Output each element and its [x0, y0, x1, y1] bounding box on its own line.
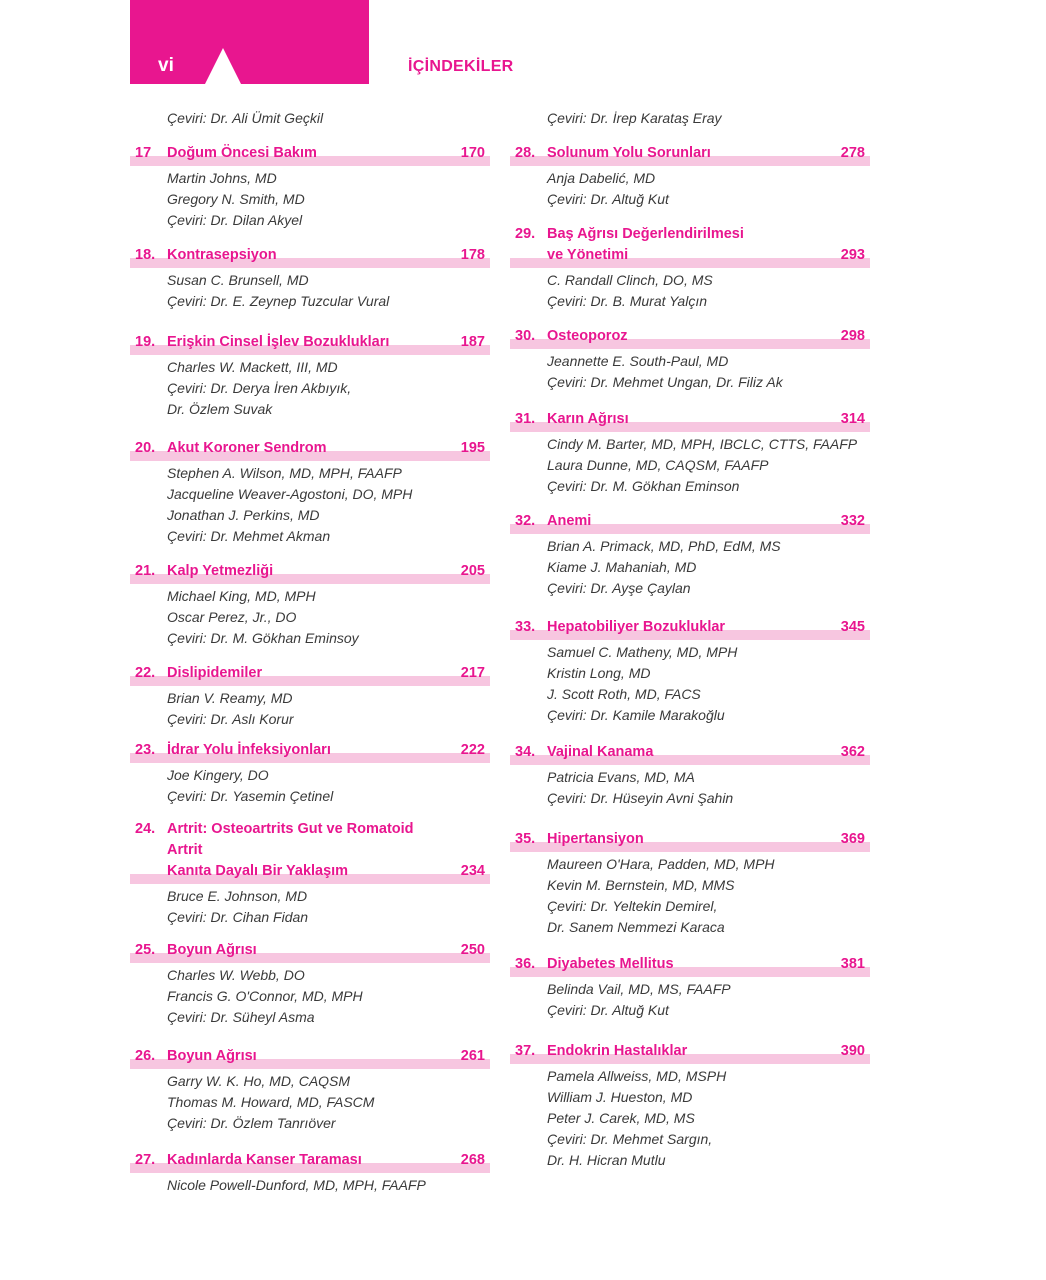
author-list	[130, 765, 490, 807]
chapter-number: 19.	[135, 334, 156, 350]
author-name: Çeviri: Dr. B. Murat Yalçın	[547, 293, 708, 309]
author-name: Peter J. Carek, MD, MS	[547, 1110, 695, 1126]
chapter-number: 36.	[515, 956, 536, 972]
chapter-heading[interactable]	[130, 940, 490, 961]
chapter-page-number: 170	[460, 145, 485, 161]
author-name: Çeviri: Dr. E. Zeynep Tuzcular Vural	[167, 293, 390, 309]
author-name: Thomas M. Howard, MD, FASCM	[167, 1094, 375, 1110]
author-name: Çeviri: Dr. Altuğ Kut	[547, 191, 669, 207]
chapter-heading[interactable]	[510, 742, 870, 763]
section-title: İÇİNDEKİLER	[408, 58, 514, 75]
author-name: Nicole Powell-Dunford, MD, MPH, FAAFP	[167, 1177, 426, 1193]
chapter-heading[interactable]	[510, 224, 870, 266]
author-list	[130, 270, 490, 312]
chapter-page-number: 205	[460, 563, 485, 579]
toc-entry[interactable]	[130, 143, 490, 231]
author-name: Oscar Perez, Jr., DO	[167, 609, 297, 625]
toc-entry[interactable]	[130, 245, 490, 312]
author-name: Jonathan J. Perkins, MD	[167, 507, 320, 523]
author-name: Çeviri: Dr. Hüseyin Avni Şahin	[547, 790, 734, 806]
chapter-page-number: 195	[460, 440, 485, 456]
author-name: Stephen A. Wilson, MD, MPH, FAAFP	[167, 465, 402, 481]
author-name: Çeviri: Dr. Dilan Akyel	[167, 212, 303, 228]
chapter-page-number: 178	[460, 247, 485, 263]
chapter-heading[interactable]	[130, 740, 490, 761]
author-list	[510, 854, 870, 938]
chapter-heading[interactable]	[510, 954, 870, 975]
chapter-title-line: Endokrin Hastalıklar	[547, 1043, 688, 1059]
toc-entry[interactable]	[510, 742, 870, 809]
chapter-page-number: 187	[460, 334, 485, 350]
author-name: Çeviri: Dr. Mehmet Sargın,	[547, 1131, 713, 1147]
author-name: Kevin M. Bernstein, MD, MMS	[547, 877, 735, 893]
toc-entry[interactable]	[130, 561, 490, 649]
author-list	[510, 1066, 870, 1171]
chapter-heading[interactable]	[130, 245, 490, 266]
chapter-heading[interactable]	[510, 829, 870, 850]
chapter-title-line: Artrit	[167, 842, 203, 858]
author-name: Jacqueline Weaver-Agostoni, DO, MPH	[167, 486, 413, 502]
chapter-page-number: 250	[460, 942, 485, 958]
author-list	[510, 642, 870, 726]
chapter-number: 21.	[135, 563, 156, 579]
author-name: Çeviri: Dr. Özlem Tanrıöver	[167, 1115, 336, 1131]
chapter-title-line: Karın Ağrısı	[547, 411, 629, 427]
author-name: Çeviri: Dr. Mehmet Ungan, Dr. Filiz Ak	[547, 374, 783, 390]
chapter-page-number: 293	[840, 247, 865, 263]
chapter-page-number: 314	[840, 411, 865, 427]
author-name: Pamela Allweiss, MD, MSPH	[547, 1068, 727, 1084]
author-name: Çeviri: Dr. Derya İren Akbıyık,	[167, 380, 352, 396]
toc-entry[interactable]	[510, 829, 870, 938]
author-list	[130, 1071, 490, 1134]
author-name: Çeviri: Dr. Aslı Korur	[167, 711, 294, 727]
chapter-page-number: 268	[460, 1152, 485, 1168]
chapter-title-line: Osteoporoz	[547, 328, 628, 344]
chapter-heading[interactable]	[130, 819, 490, 882]
chapter-heading[interactable]	[510, 409, 870, 430]
author-name: Patricia Evans, MD, MA	[547, 769, 695, 785]
chapter-number: 24.	[135, 821, 156, 837]
author-name: Anja Dabelić, MD	[547, 170, 656, 186]
author-name: Çeviri: Dr. Yasemin Çetinel	[167, 788, 334, 804]
chapter-heading[interactable]	[510, 326, 870, 347]
author-name: Çeviri: Dr. Cihan Fidan	[167, 909, 309, 925]
author-name: Gregory N. Smith, MD	[167, 191, 305, 207]
author-name: Çeviri: Dr. Yeltekin Demirel,	[547, 898, 718, 914]
author-list	[130, 463, 490, 547]
author-list	[130, 168, 490, 231]
chapter-title-line: Kontrasepsiyon	[167, 247, 277, 263]
author-name: William J. Hueston, MD	[547, 1089, 693, 1105]
author-name: Çeviri: Dr. M. Gökhan Eminsoy	[167, 630, 359, 646]
toc-entry[interactable]	[510, 326, 870, 393]
author-name: Jeannette E. South-Paul, MD	[547, 353, 729, 369]
chapter-title-line: Diyabetes Mellitus	[547, 956, 674, 972]
author-name: C. Randall Clinch, DO, MS	[547, 272, 713, 288]
author-name: Belinda Vail, MD, MS, FAAFP	[547, 981, 731, 997]
chapter-number: 34.	[515, 744, 536, 760]
author-name: Joe Kingery, DO	[167, 767, 269, 783]
toc-right-column	[510, 108, 870, 1171]
chapter-title-line: Kanıta Dayalı Bir Yaklaşım	[167, 863, 349, 879]
author-name: Michael King, MD, MPH	[167, 588, 316, 604]
chapter-title-line: Kadınlarda Kanser Taraması	[167, 1152, 362, 1168]
author-name: Çeviri: Dr. Kamile Marakoğlu	[547, 707, 725, 723]
author-list	[130, 357, 490, 420]
chapter-title-line: Boyun Ağrısı	[167, 1048, 257, 1064]
chapter-title-line: Erişkin Cinsel İşlev Bozuklukları	[167, 334, 390, 350]
toc-entry[interactable]	[510, 511, 870, 599]
author-name: Charles W. Mackett, III, MD	[167, 359, 338, 375]
lead-translator-list	[130, 108, 490, 129]
author-list	[130, 965, 490, 1028]
author-name: Çeviri: Dr. Mehmet Akman	[167, 528, 331, 544]
chapter-page-number: 362	[840, 744, 865, 760]
chapter-heading[interactable]	[130, 663, 490, 684]
author-name: Francis G. O'Connor, MD, MPH	[167, 988, 363, 1004]
chapter-number: 27.	[135, 1152, 156, 1168]
author-name: Dr. Özlem Suvak	[167, 401, 273, 417]
chapter-number: 18.	[135, 247, 156, 263]
chapter-number: 35.	[515, 831, 536, 847]
chapter-page-number: 298	[840, 328, 865, 344]
translator-name: Çeviri: Dr. İrep Karataş Eray	[547, 110, 722, 126]
chapter-title-line: Artrit: Osteoartrits Gut ve Romatoid	[167, 821, 414, 837]
author-list	[130, 886, 490, 928]
chapter-title-line: Solunum Yolu Sorunları	[547, 145, 711, 161]
author-list	[510, 767, 870, 809]
chapter-page-number: 222	[460, 742, 485, 758]
page-number: vi	[158, 55, 174, 76]
toc-entry[interactable]	[130, 1046, 490, 1134]
chapter-heading[interactable]	[510, 617, 870, 638]
author-name: Bruce E. Johnson, MD	[167, 888, 308, 904]
chapter-number: 17	[135, 145, 152, 161]
toc-entry[interactable]	[510, 617, 870, 726]
toc-entry[interactable]	[130, 332, 490, 420]
author-name: Maureen O'Hara, Padden, MD, MPH	[547, 856, 775, 872]
author-name: Çeviri: Dr. Altuğ Kut	[547, 1002, 669, 1018]
chapter-page-number: 369	[840, 831, 865, 847]
author-name: Laura Dunne, MD, CAQSM, FAAFP	[547, 457, 769, 473]
toc-entry[interactable]	[130, 438, 490, 547]
chapter-heading[interactable]	[510, 511, 870, 532]
toc-entry[interactable]	[510, 143, 870, 210]
chapter-heading[interactable]	[130, 332, 490, 353]
chapter-page-number: 381	[840, 956, 865, 972]
chapter-heading[interactable]	[510, 1041, 870, 1062]
chapter-page-number: 332	[840, 513, 865, 529]
chapter-heading[interactable]	[130, 1046, 490, 1067]
author-name: Kiame J. Mahaniah, MD	[547, 559, 697, 575]
chapter-title-line: Boyun Ağrısı	[167, 942, 257, 958]
author-list	[510, 168, 870, 210]
chapter-number: 37.	[515, 1043, 536, 1059]
author-name: Dr. H. Hicran Mutlu	[547, 1152, 666, 1168]
author-name: Kristin Long, MD	[547, 665, 651, 681]
author-name: Çeviri: Dr. M. Gökhan Eminson	[547, 478, 740, 494]
chapter-heading[interactable]	[130, 1150, 490, 1171]
author-list	[510, 270, 870, 312]
chapter-number: 26.	[135, 1048, 156, 1064]
chapter-heading[interactable]	[130, 561, 490, 582]
chapter-title-line: Baş Ağrısı Değerlendirilmesi	[547, 226, 744, 242]
chapter-page-number: 278	[840, 145, 865, 161]
chapter-number: 25.	[135, 942, 156, 958]
chapter-number: 28.	[515, 145, 536, 161]
chapter-number: 31.	[515, 411, 536, 427]
lead-translator-list	[510, 108, 870, 129]
chapter-title-line: Hepatobiliyer Bozukluklar	[547, 619, 726, 635]
chapter-heading[interactable]	[510, 143, 870, 164]
author-name: Cindy M. Barter, MD, MPH, IBCLC, CTTS, FAAFP	[547, 436, 858, 452]
author-name: Garry W. K. Ho, MD, CAQSM	[167, 1073, 351, 1089]
chapter-number: 33.	[515, 619, 536, 635]
toc-entry[interactable]	[510, 954, 870, 1021]
author-list	[130, 1175, 490, 1196]
chapter-number: 20.	[135, 440, 156, 456]
author-list	[130, 688, 490, 730]
chapter-title-line: ve Yönetimi	[547, 247, 629, 263]
toc-left-column	[130, 108, 490, 1196]
chapter-title-line: Akut Koroner Sendrom	[167, 440, 327, 456]
toc-entry[interactable]	[130, 1150, 490, 1196]
toc-entry[interactable]	[130, 940, 490, 1028]
author-name: Charles W. Webb, DO	[167, 967, 305, 983]
chapter-title-line: İdrar Yolu İnfeksiyonları	[167, 742, 331, 758]
author-list	[130, 586, 490, 649]
chapter-number: 23.	[135, 742, 156, 758]
author-name: Susan C. Brunsell, MD	[167, 272, 309, 288]
author-name: Brian A. Primack, MD, PhD, EdM, MS	[547, 538, 781, 554]
chapter-page-number: 345	[840, 619, 865, 635]
chapter-title-line: Anemi	[547, 513, 592, 529]
toc-entry[interactable]	[510, 409, 870, 497]
author-name: Çeviri: Dr. Ayşe Çaylan	[547, 580, 691, 596]
toc-entry[interactable]	[130, 740, 490, 807]
author-name: J. Scott Roth, MD, FACS	[547, 686, 701, 702]
toc-entry[interactable]	[510, 224, 870, 312]
chapter-number: 30.	[515, 328, 536, 344]
author-name: Brian V. Reamy, MD	[167, 690, 293, 706]
chapter-number: 32.	[515, 513, 536, 529]
author-name: Martin Johns, MD	[167, 170, 277, 186]
chapter-page-number: 234	[460, 863, 485, 879]
chapter-title	[130, 819, 490, 882]
chapter-heading[interactable]	[130, 438, 490, 459]
chapter-page-number: 390	[840, 1043, 865, 1059]
chapter-heading[interactable]	[130, 143, 490, 164]
chapter-title-line: Dislipidemiler	[167, 665, 263, 681]
author-name: Samuel C. Matheny, MD, MPH	[547, 644, 738, 660]
chapter-page-number: 261	[460, 1048, 485, 1064]
header-notch-shape	[205, 48, 241, 84]
author-list	[510, 536, 870, 599]
chapter-number: 22.	[135, 665, 156, 681]
toc-entry[interactable]	[510, 1041, 870, 1171]
chapter-title-line: Vajinal Kanama	[547, 744, 654, 760]
author-list	[510, 351, 870, 393]
author-list	[510, 979, 870, 1021]
author-name: Çeviri: Dr. Süheyl Asma	[167, 1009, 315, 1025]
chapter-title-line: Hipertansiyon	[547, 831, 644, 847]
toc-entry[interactable]	[130, 819, 490, 928]
chapter-number: 29.	[515, 226, 536, 242]
chapter-page-number: 217	[460, 665, 485, 681]
chapter-title-line: Kalp Yetmezliği	[167, 563, 274, 579]
translator-name: Çeviri: Dr. Ali Ümit Geçkil	[167, 110, 324, 126]
author-list	[510, 434, 870, 497]
toc-entry[interactable]	[130, 663, 490, 730]
chapter-title-line: Doğum Öncesi Bakım	[167, 145, 317, 161]
author-name: Dr. Sanem Nemmezi Karaca	[547, 919, 725, 935]
